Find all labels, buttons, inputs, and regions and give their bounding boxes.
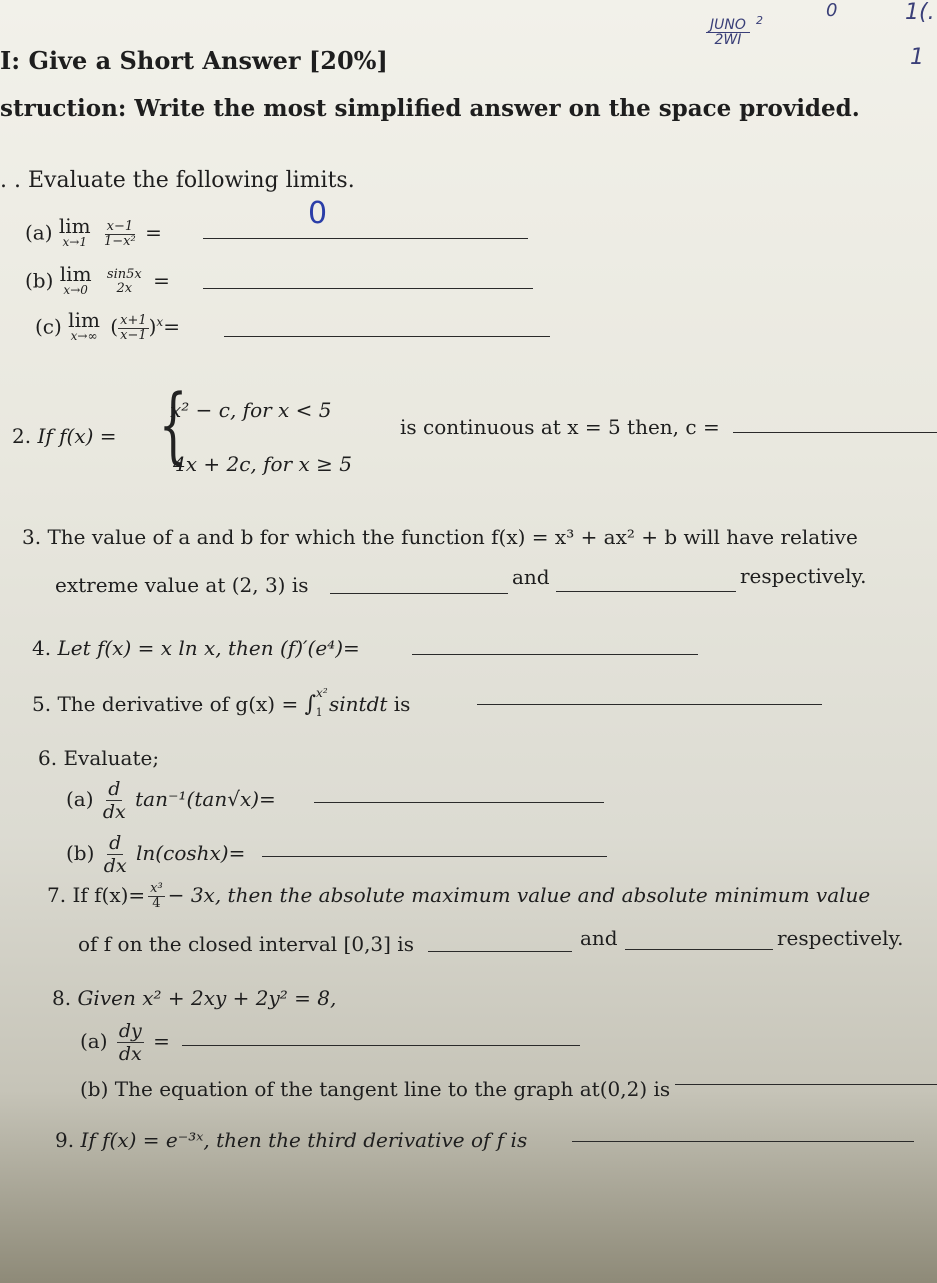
q4-answer-blank[interactable] xyxy=(412,652,698,655)
handwritten-note-exp: 2 xyxy=(756,14,763,27)
q7-answer-max-blank[interactable] xyxy=(428,949,572,952)
q8b-answer-blank[interactable] xyxy=(675,1082,937,1085)
q7-line-2-pre: of f on the closed interval [0,3] is xyxy=(78,932,414,956)
q3-respectively: respectively. xyxy=(740,564,867,588)
q2-tail: is continuous at x = 5 then, c = xyxy=(400,415,720,439)
q2-case-1: x² − c, for x < 5 xyxy=(170,398,332,422)
handwritten-note-mid: 0 xyxy=(826,0,838,21)
q1b-row: (b) lim x→0 sin5x 2x = xyxy=(25,262,170,297)
q7-and: and xyxy=(580,926,618,950)
q3-line-1: 3. The value of a and b for which the function f(x) = x³ + ax² + b will have relative xyxy=(22,525,858,549)
handwritten-note-fraction: JUNO 2WI xyxy=(706,18,750,47)
section-title: I: Give a Short Answer [20%] xyxy=(0,46,388,75)
q8b-row: (b) The equation of the tangent line to the graph at(0,2) is xyxy=(80,1077,671,1101)
q2-answer-blank[interactable] xyxy=(733,430,937,433)
q8a-row: (a) $\frac{dy}{dx}$ = xyxy=(80,1020,170,1065)
q5-text: 5. The derivative of g(x) = ∫$^{x^2}_1$ sintdt is xyxy=(32,686,411,719)
q2-brace: { xyxy=(158,378,188,473)
instruction-text: struction: Write the most simplified answer on the space provided. xyxy=(0,95,860,122)
q1b-answer-blank[interactable] xyxy=(203,286,533,289)
q1-prompt: . . Evaluate the following limits. xyxy=(0,168,355,193)
q3-answer-a-blank[interactable] xyxy=(330,591,508,594)
q9-text: 9. If f(x) = e⁻³ˣ, then the third derivative of f is xyxy=(55,1128,528,1152)
q7-answer-min-blank[interactable] xyxy=(625,947,773,950)
q3-answer-b-blank[interactable] xyxy=(556,589,736,592)
q6b-answer-blank[interactable] xyxy=(262,854,607,857)
q7-line-1: 7. If f(x)= $\frac{\text{x³}}{4}$ − 3x, then the absolute maximum value and absolute minimum value xyxy=(47,881,871,911)
q8-text: 8. Given x² + 2xy + 2y² = 8, xyxy=(52,986,337,1010)
q1a-answer-blank[interactable] xyxy=(203,236,528,239)
q1c-answer-blank[interactable] xyxy=(224,334,550,337)
q6-prompt: 6. Evaluate; xyxy=(38,746,160,770)
q2-case-2: 4x + 2c, for x ≥ 5 xyxy=(173,452,352,476)
q2-lead: 2. If f(x) = xyxy=(12,424,117,448)
q6a-answer-blank[interactable] xyxy=(314,800,604,803)
handwritten-note-right-1: 1(. xyxy=(905,0,935,25)
integral-sign: ∫ xyxy=(304,692,317,717)
q6a-row: (a) $\frac{d}{dx}$ tan⁻¹(tan√x)= xyxy=(66,778,276,823)
q6b-row: (b) $\frac{d}{dx}$ ln(coshx)= xyxy=(66,832,246,877)
q9-answer-blank[interactable] xyxy=(572,1139,914,1142)
q3-and: and xyxy=(512,565,550,589)
q8a-answer-blank[interactable] xyxy=(182,1043,580,1046)
q7-respectively: respectively. xyxy=(777,926,904,950)
q5-answer-blank[interactable] xyxy=(477,702,822,705)
q1a-handwritten-answer: 0 xyxy=(308,196,328,231)
q1a-row: (a) lim x→1 $\frac{x-1}{\text{1−x²}}$ = xyxy=(25,214,162,249)
q3-line-2-pre: extreme value at (2, 3) is xyxy=(55,573,309,597)
q1c-row: (c) lim x→∞ ( $\frac{x+1}{x-1}$ )$^x$= xyxy=(35,308,180,343)
handwritten-note-right-2: 1 xyxy=(910,45,924,70)
q4-text: 4. Let f(x) = x ln x, then (f)′(e⁴)= xyxy=(32,636,360,660)
